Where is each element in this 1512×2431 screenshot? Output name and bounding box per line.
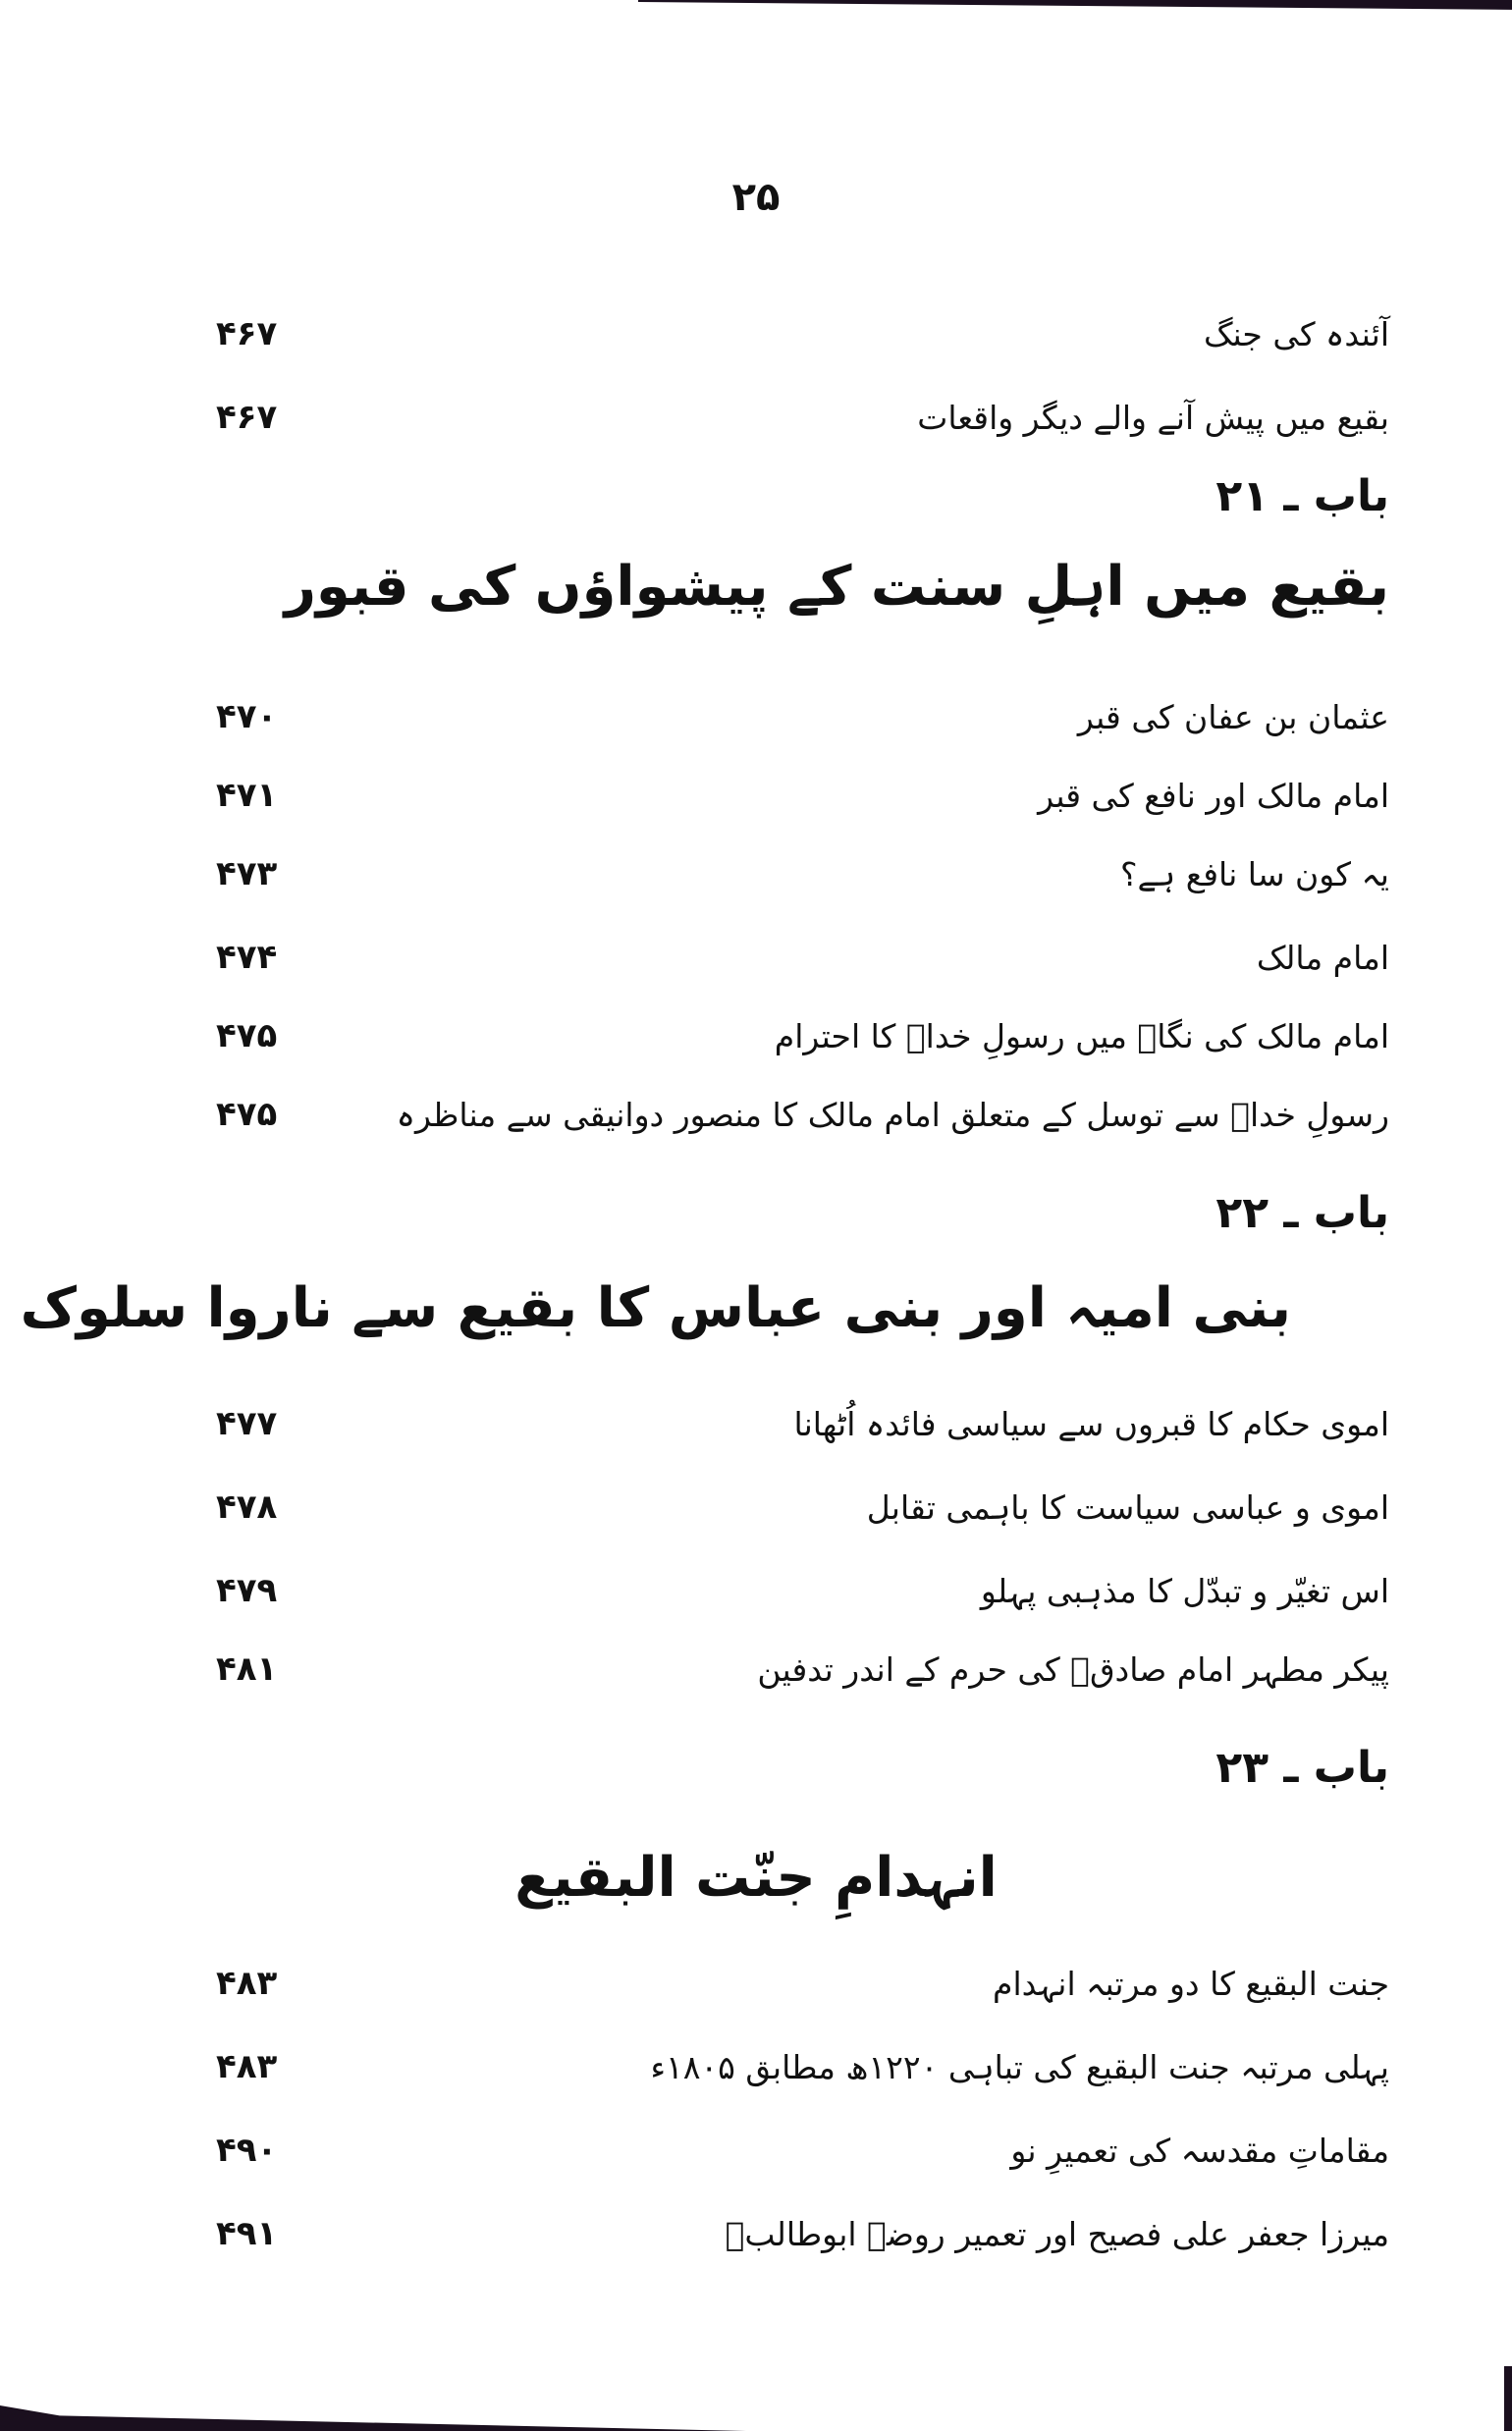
toc-entry-title: جنت البقیع کا دو مرتبہ انہدام	[993, 1964, 1389, 2003]
chapter-label: باب ـ ۲۳	[1215, 1743, 1389, 1793]
toc-entry-title: مقاماتِ مقدسہ کی تعمیرِ نو	[1010, 2131, 1389, 2170]
page-edge-shadow-top	[638, 0, 1512, 10]
toc-entry-title: اموی حکام کا قبروں سے سیاسی فائدہ اُٹھانا	[793, 1404, 1389, 1443]
chapter-label: باب ـ ۲۱	[1215, 471, 1389, 521]
toc-entry-page: ۴۷۴	[216, 938, 278, 977]
toc-entry	[196, 1478, 1389, 1537]
toc-entry-page: ۴۷۵	[216, 1016, 278, 1055]
page-edge-shadow-bottom	[0, 2405, 746, 2431]
toc-entry-page: ۴۷۳	[216, 854, 278, 893]
toc-entry-title: بقیع میں پیش آنے والے دیگر واقعات	[917, 398, 1389, 437]
toc-entry-title: آئندہ کی جنگ	[1203, 314, 1389, 353]
page-number: ۲۵	[731, 175, 781, 220]
toc-entry	[196, 304, 1389, 363]
toc-entry-page: ۴۹۰	[216, 2131, 278, 2170]
toc-entry	[196, 766, 1389, 825]
toc-entry	[196, 2037, 1389, 2096]
toc-entry	[196, 2121, 1389, 2180]
toc-entry-page: ۴۸۱	[216, 1649, 278, 1689]
toc-entry-page: ۴۷۸	[216, 1487, 278, 1527]
toc-entry-title: امام مالک اور نافع کی قبر	[1038, 776, 1389, 815]
toc-entry-title: اموی و عباسی سیاست کا باہمی تقابل	[866, 1487, 1389, 1527]
chapter-title: انہدامِ جنّت البقیع	[514, 1846, 998, 1910]
toc-entry-title: پیکر مطہر امام صادقؑ کی حرم کے اندر تدفین	[757, 1649, 1389, 1689]
toc-entry	[196, 2204, 1389, 2263]
toc-entry-page: ۴۷۵	[216, 1095, 278, 1134]
toc-entry-page: ۴۷۹	[216, 1571, 278, 1610]
toc-entry	[196, 844, 1389, 903]
chapter-label: باب ـ ۲۲	[1215, 1188, 1389, 1238]
toc-entry-page: ۴۷۱	[216, 776, 278, 815]
toc-entry	[196, 1561, 1389, 1620]
toc-entry	[196, 388, 1389, 447]
toc-entry	[196, 687, 1389, 746]
toc-entry	[196, 1640, 1389, 1699]
chapter-title: بنی امیہ اور بنی عباس کا بقیع سے ناروا سلوک	[20, 1276, 1291, 1340]
toc-entry	[196, 1954, 1389, 2013]
toc-entry-page: ۴۹۱	[216, 2214, 278, 2253]
toc-entry-page: ۴۷۰	[216, 697, 278, 736]
toc-entry-page: ۴۶۷	[216, 398, 278, 437]
toc-entry	[196, 928, 1389, 987]
toc-entry-title: میرزا جعفر علی فصیح اور تعمیر روضۂ ابوطالبؑ	[725, 2214, 1389, 2253]
toc-entry-title: پہلی مرتبہ جنت البقیع کی تباہی ۱۲۲۰ھ مطابق ۱۸۰۵ء	[650, 2047, 1389, 2086]
toc-entry-title: یہ کون سا نافع ہے؟	[1120, 854, 1389, 893]
toc-entry-title: امام مالک کی نگاہ میں رسولِ خداؐ کا احترام	[774, 1016, 1389, 1055]
chapter-title: بقیع میں اہلِ سنت کے پیشواؤں کی قبور	[284, 555, 1389, 619]
toc-entry-page: ۴۸۳	[216, 2047, 278, 2086]
toc-entry	[196, 1394, 1389, 1453]
page-edge-shadow-right	[1504, 2366, 1512, 2431]
toc-entry-page: ۴۷۷	[216, 1404, 278, 1443]
toc-entry	[196, 1085, 1389, 1144]
toc-entry-title: امام مالک	[1256, 938, 1389, 977]
toc-entry-title: رسولِ خداؐ سے توسل کے متعلق امام مالک کا منصور دوانیقی سے مناظرہ	[396, 1095, 1389, 1134]
toc-entry-title: اس تغیّر و تبدّل کا مذہبی پہلو	[980, 1571, 1389, 1610]
toc-entry-page: ۴۸۳	[216, 1964, 278, 2003]
toc-entry-title: عثمان بن عفان کی قبر	[1077, 697, 1389, 736]
toc-entry	[196, 1006, 1389, 1065]
toc-entry-page: ۴۶۷	[216, 314, 278, 353]
